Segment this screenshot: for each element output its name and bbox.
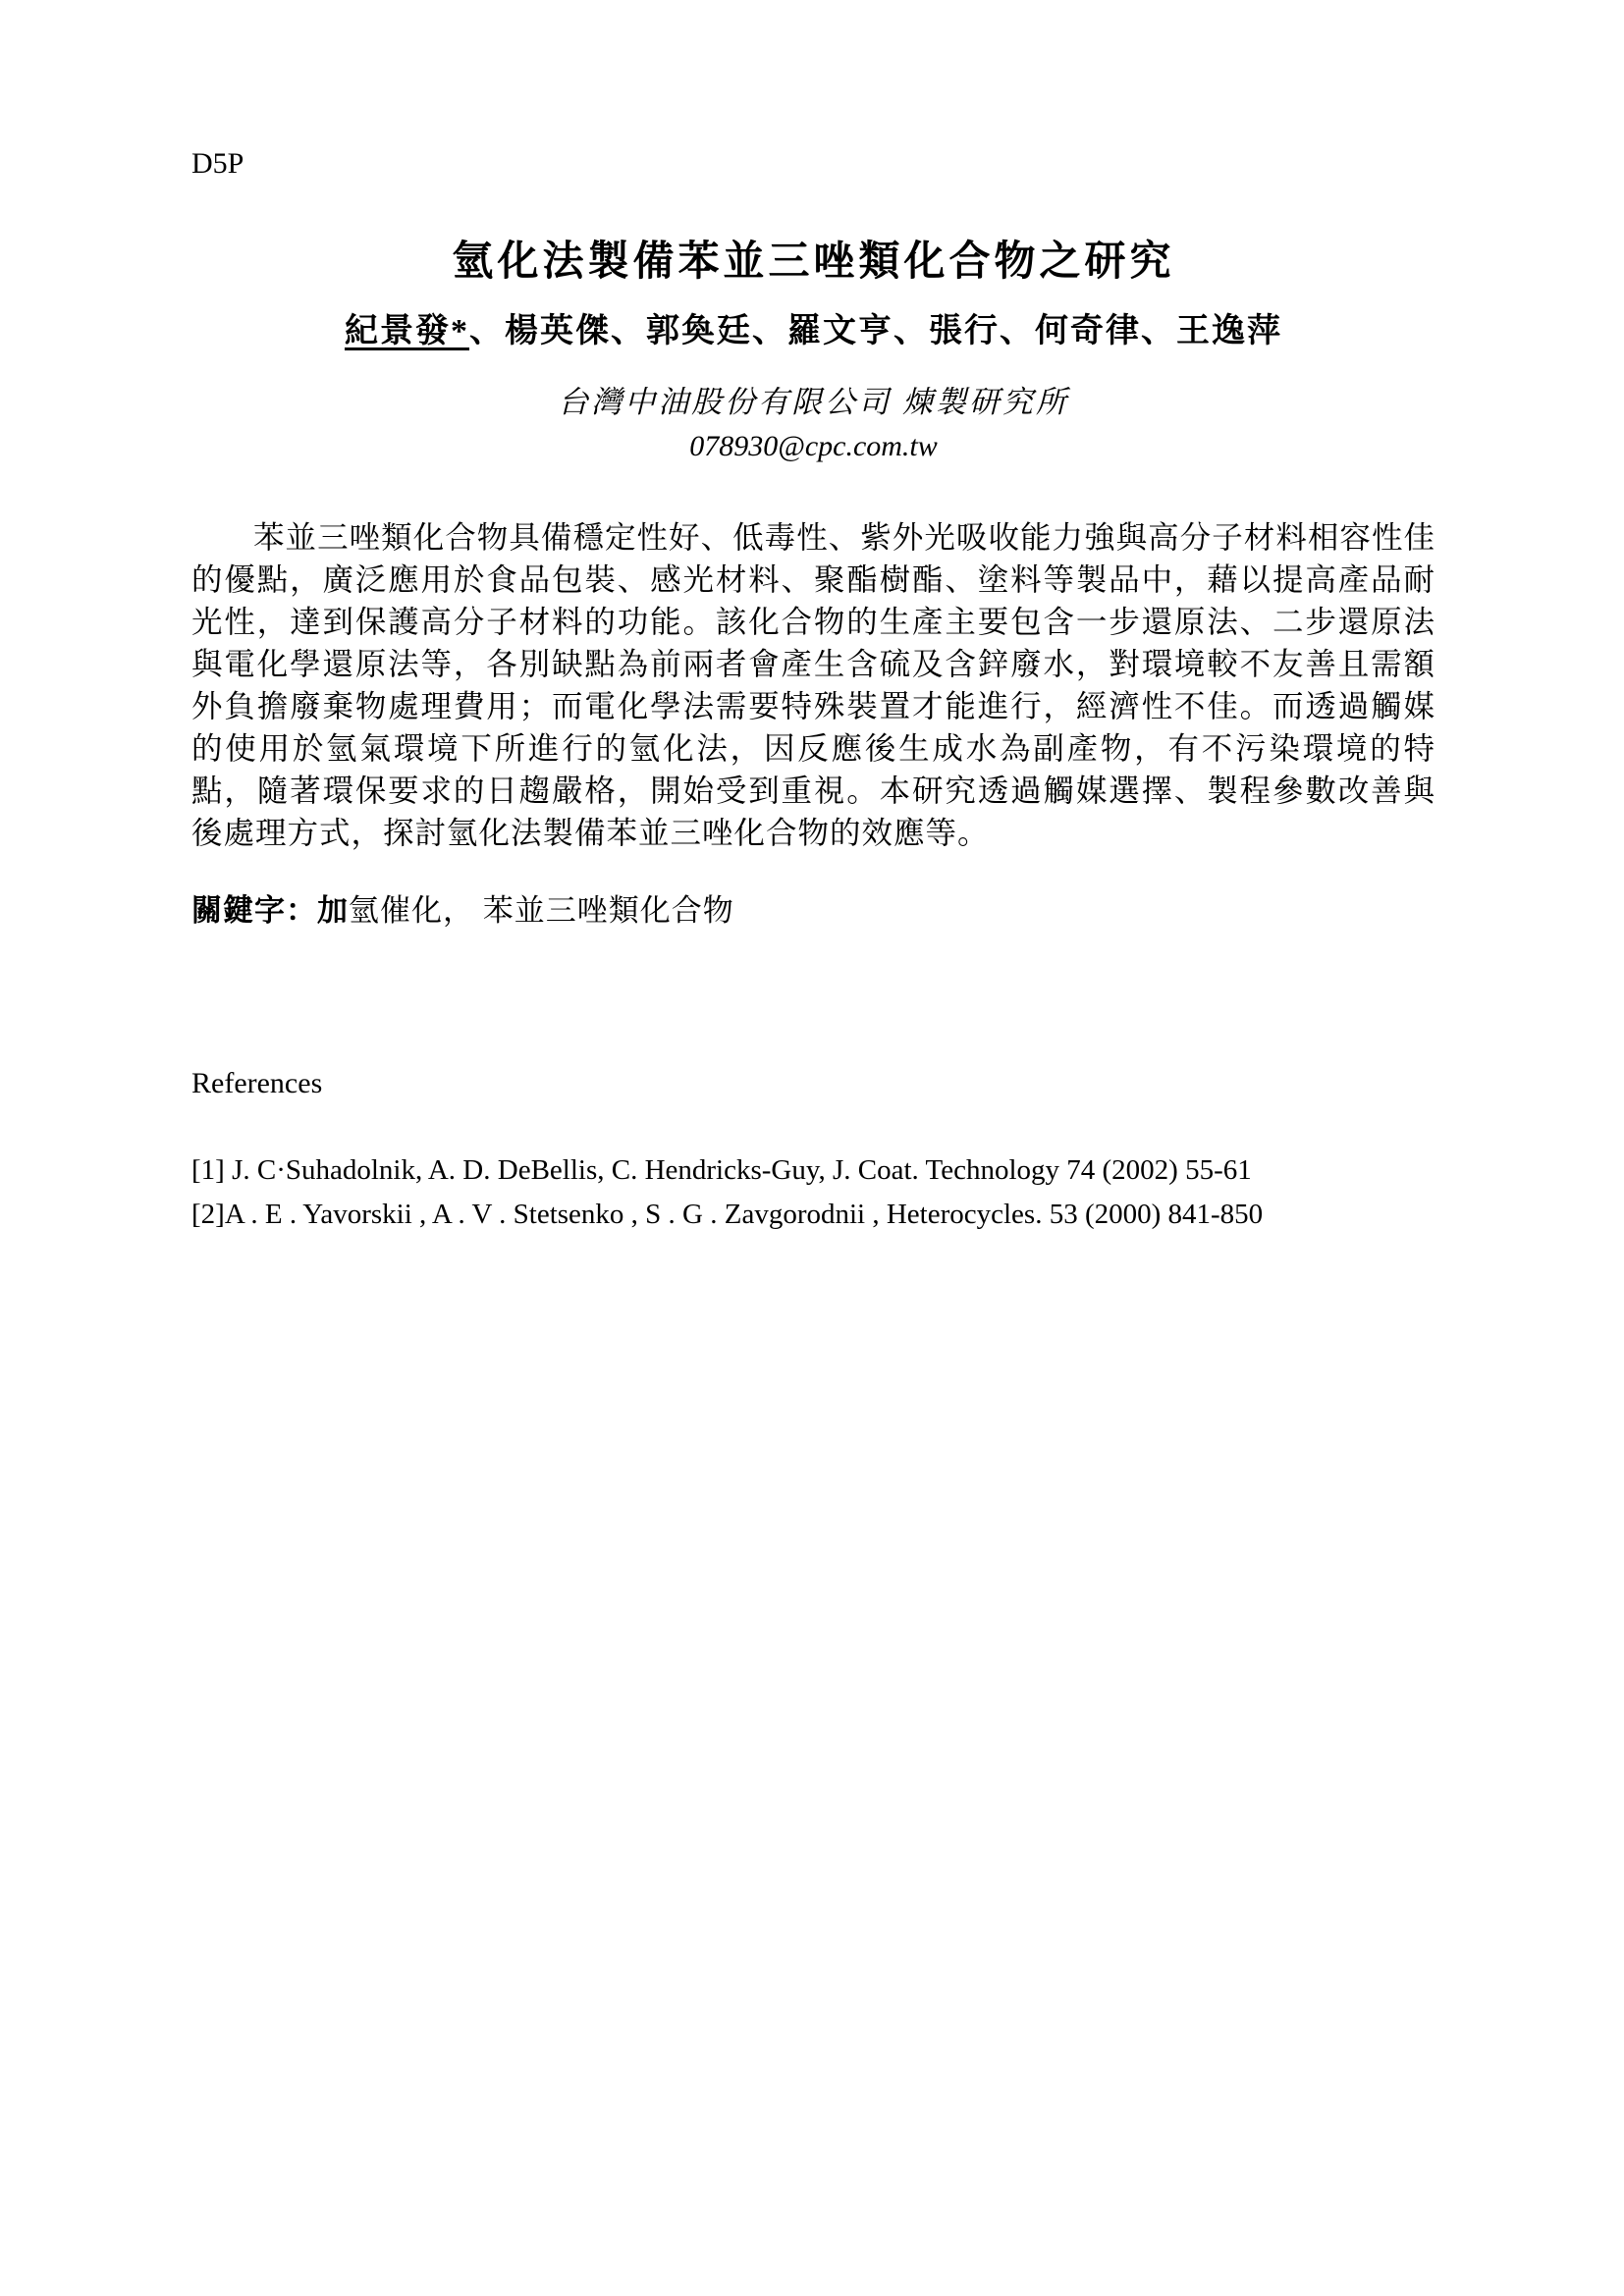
authors-line <box>191 310 1435 353</box>
email: 078930@cpc.com.tw <box>689 430 938 462</box>
references-heading: References <box>191 1067 323 1099</box>
abstract-paragraph: 苯並三唑類化合物具備穩定性好、低毒性、紫外光吸收能力強與高分子材料相容性佳的優點，廣泛應用於食品包裝、感光材料、聚酯樹酯、塗料等製品中，藉以提高產品耐光性，達到保護高分子材料的功能。該化合物的生產主要包含一步還原法、二步還原法與電化學還原法等，各別缺點為前兩者會產生含硫及含鋅廢水，對環境較不友善且需額外負擔廢棄物處理費用；而電化學法需要特殊裝置才能進行，經濟性不佳。而透過觸媒的使用於氫氣環境下所進行的氫化法，因反應後生成水為副產物，有不污染環境的特點，隨著環保要求的日趨嚴格，開始受到重視。本研究透過觸媒選擇、製程參數改善與後處理方式，探討氫化法製備苯並三唑化合物的效應等。 <box>191 520 1435 850</box>
affiliation: 台灣中油股份有限公司 煉製研究所 <box>558 385 1069 419</box>
other-authors: 、楊英傑、郭奐廷、羅文亨、張行、何奇律、王逸萍 <box>469 313 1282 349</box>
paper-title: 氫化法製備苯並三唑類化合物之研究 <box>452 240 1175 285</box>
references-list <box>191 1148 1435 1237</box>
keywords-value: 氫催化， 苯並三唑類化合物 <box>349 893 734 928</box>
first-author: 紀景發* <box>345 313 469 349</box>
paper-code: D5P <box>191 147 244 180</box>
reference-item: [1] J. C·Suhadolnik, A. D. DeBellis, C. Hendricks-Guy, J. Coat. Technology 74 (2002) 55-61 <box>191 1154 1252 1186</box>
keywords-line <box>191 891 1435 931</box>
keywords-label: 關鍵字：加 <box>191 893 349 928</box>
reference-item: [2]A . E . Yavorskii , A . V . Stetsenko , S . G . Zavgorodnii , Heterocycles. 53 (2000) 841-850 <box>191 1199 1264 1230</box>
